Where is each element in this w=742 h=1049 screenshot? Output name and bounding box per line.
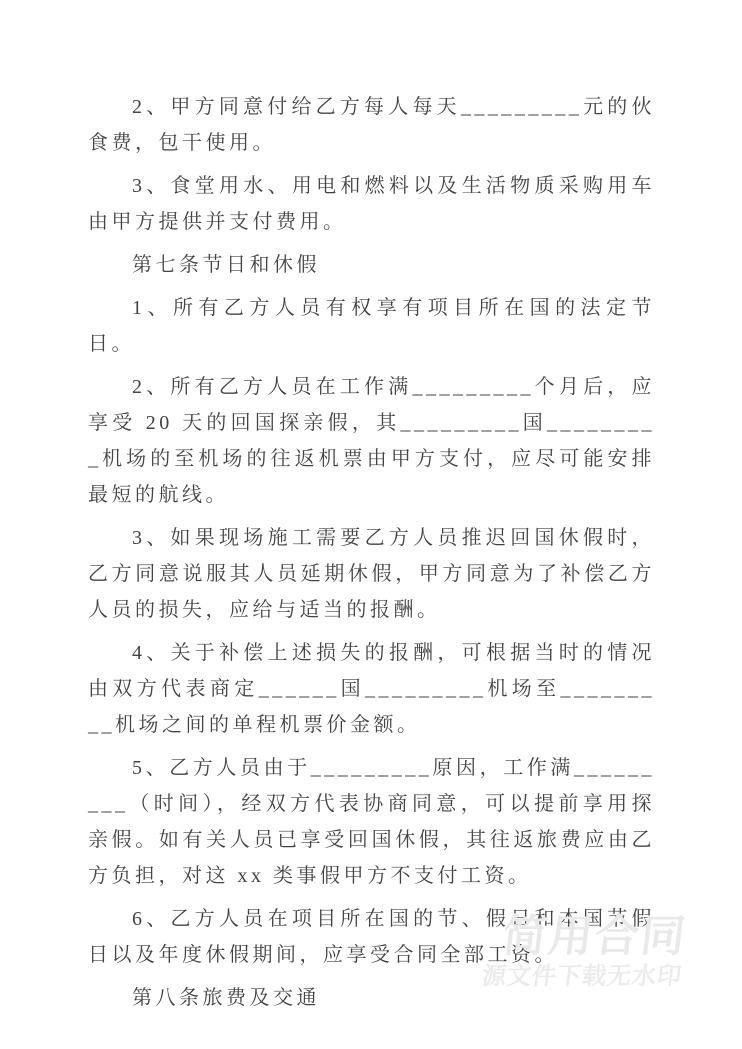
heading-article-7: 第七条节日和休假: [132, 254, 320, 276]
watermark-logo-text: 简用合同: [499, 912, 690, 961]
heading-article-8: 第八条旅费及交通: [132, 987, 320, 1009]
para-meal-allowance: 2、甲方同意付给乙方每人每天_________元的伙食费，包干使用。: [88, 96, 655, 154]
para-compensation-fare: 4、关于补偿上述损失的报酬，可根据当时的情况由双方代表商定______国_________机场至_________机场之间的单程机票价金额。: [88, 642, 655, 736]
para-legal-holidays: 1、所有乙方人员有权享有项目所在国的法定节日。: [88, 297, 655, 355]
contract-text-block: [88, 89, 655, 1023]
para-canteen-utilities: 3、食堂用水、用电和燃料以及生活物质采购用车由甲方提供并支付费用。: [88, 175, 655, 233]
para-early-home-leave: 5、乙方人员由于_________原因，工作满_________（时间），经双方代表协商同意，可以提前享用探亲假。如有关人员已享受回国休假，其往返旅费应由乙方负担，对这 xx 类事假甲方不支付工资。: [88, 757, 655, 887]
para-home-leave: 2、所有乙方人员在工作满_________个月后，应享受 20 天的回国探亲假，其_________国_________机场的至机场的往返机票由甲方支付，应尽可能安排最短的航线。: [88, 376, 655, 506]
para-delayed-leave: 3、如果现场施工需要乙方人员推迟回国休假时，乙方同意说服其人员延期休假，甲方同意为了补偿乙方人员的损失，应给与适当的报酬。: [88, 527, 655, 621]
para-holiday-wages: 6、乙方人员在项目所在国的节、假日和本国节假日以及年度休假期间，应享受合同全部工资。: [88, 908, 655, 966]
watermark-tagline: 源文件下载无水印: [480, 963, 684, 990]
